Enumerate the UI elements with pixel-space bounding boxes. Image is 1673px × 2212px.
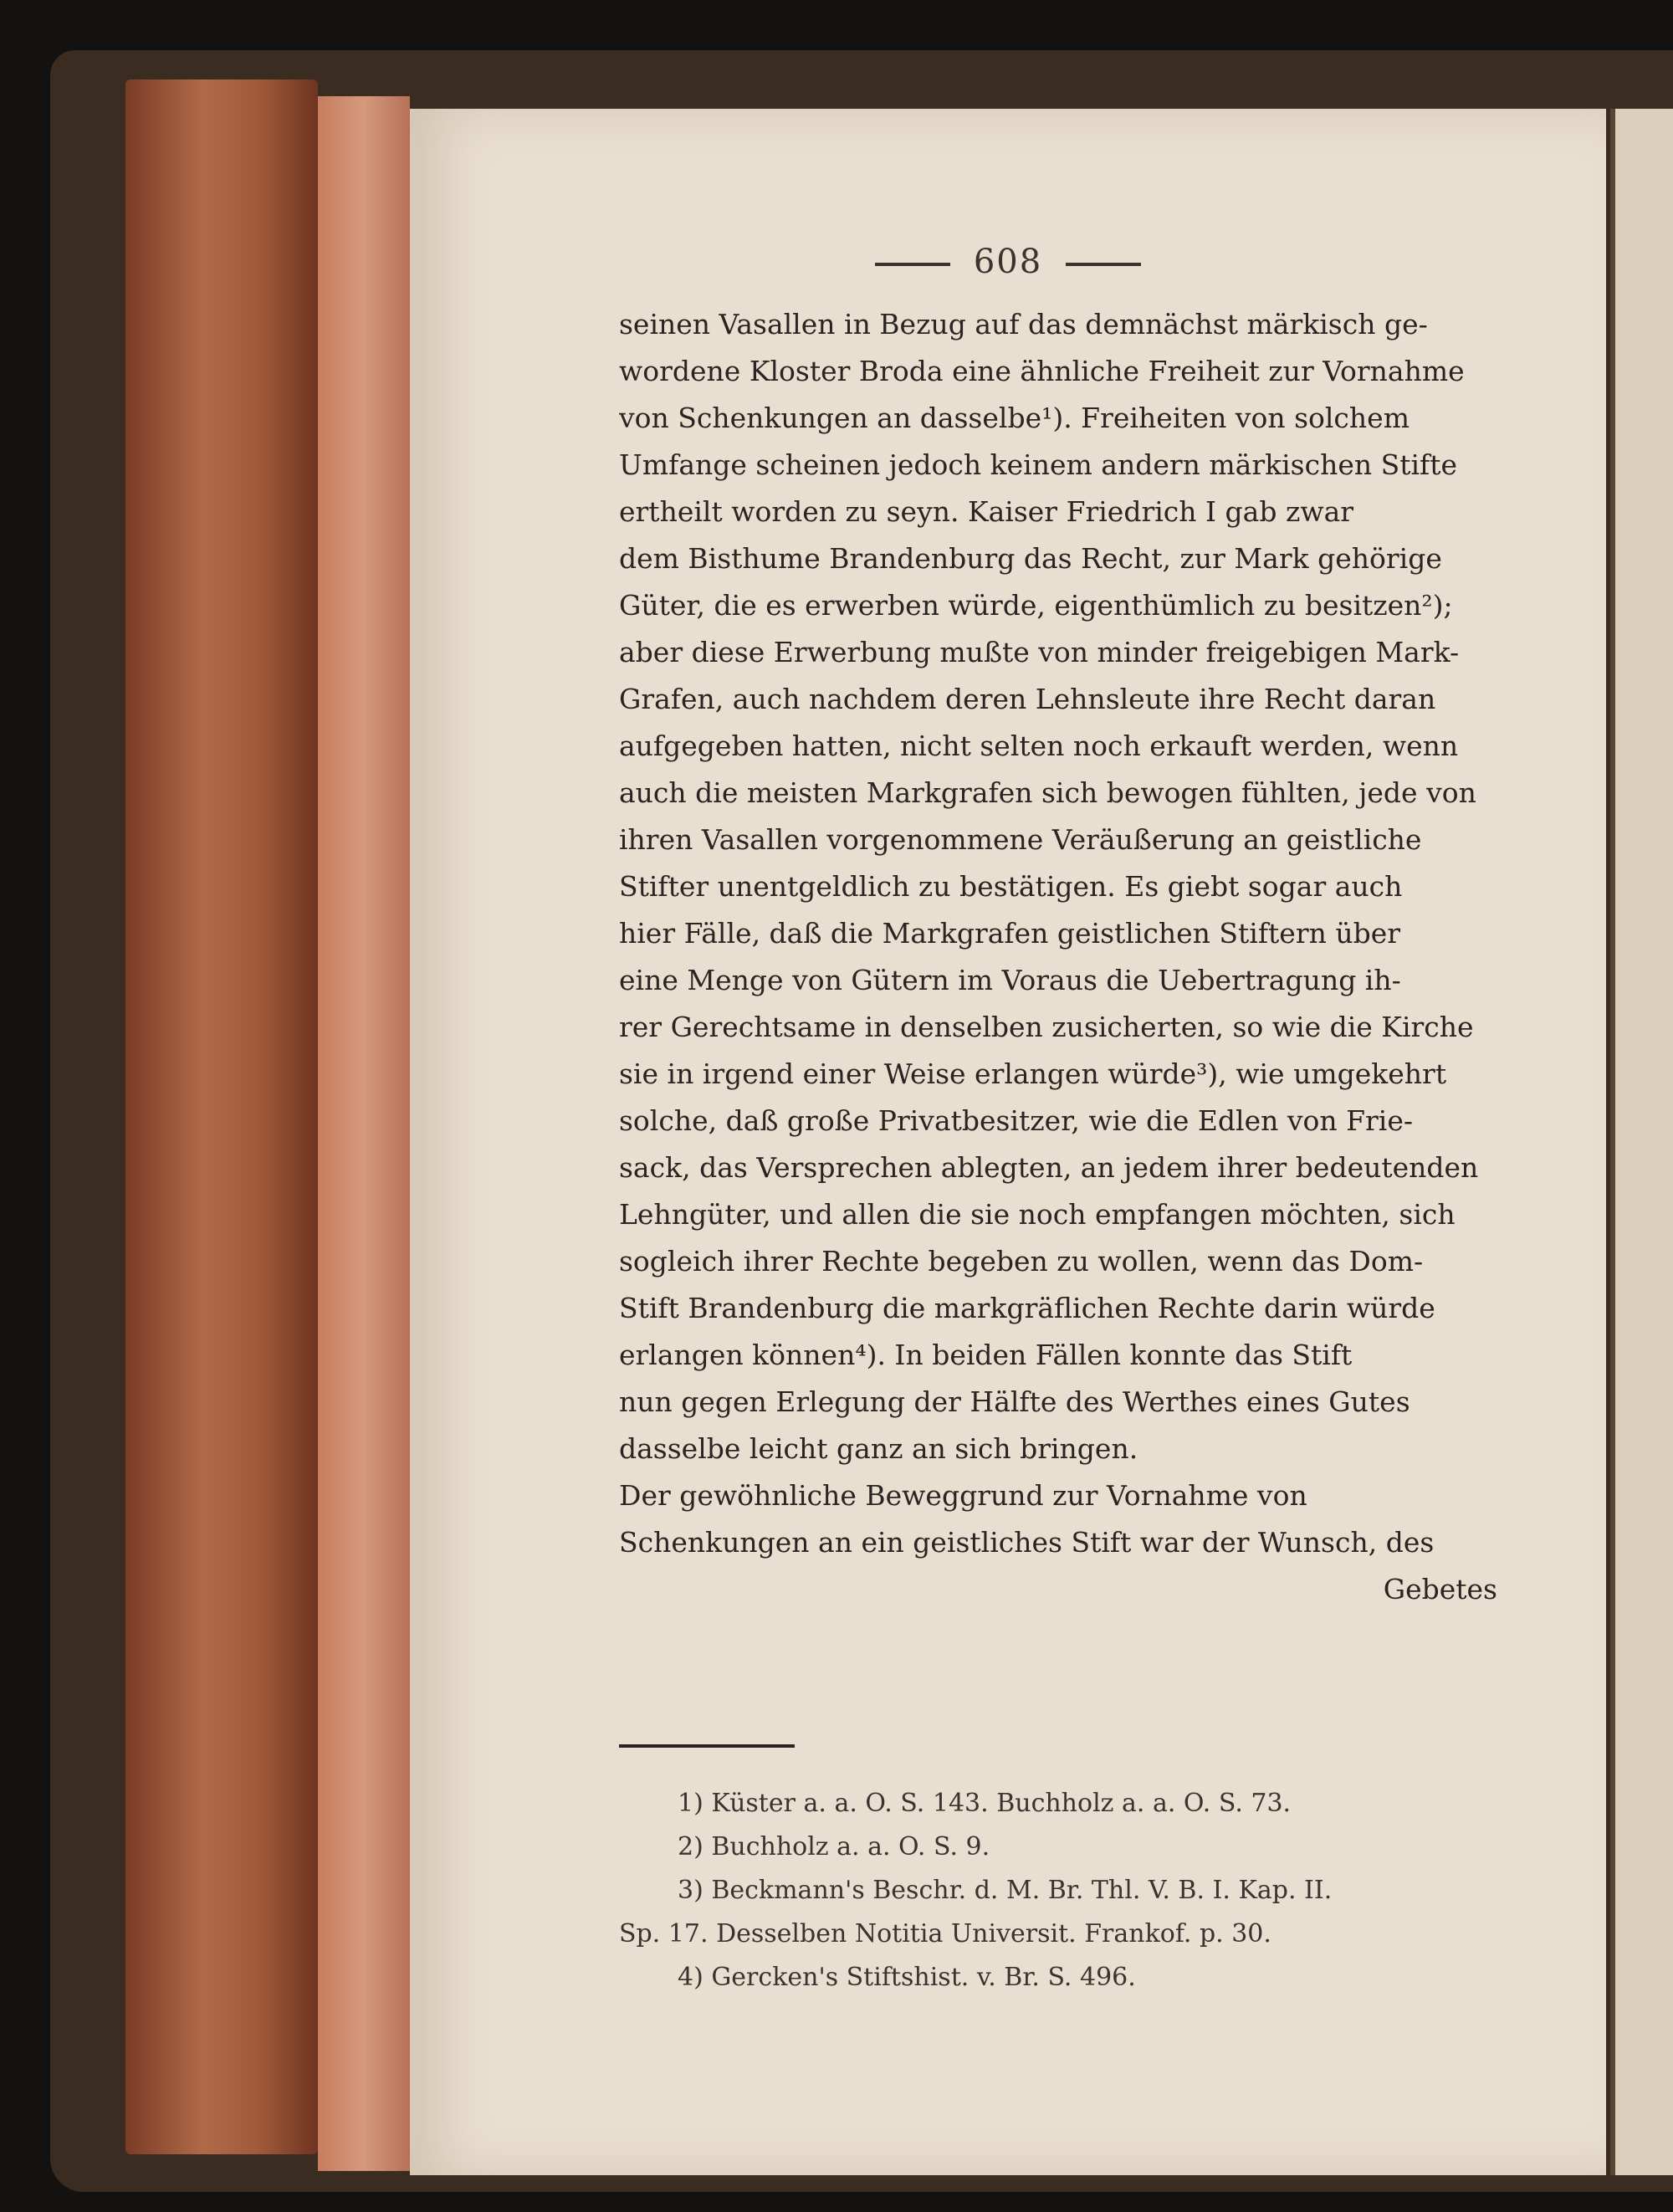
body-line: Güter, die es erwerben würde, eigenthümlich zu besitzen²);	[619, 589, 1453, 622]
catchword: Gebetes	[1383, 1573, 1497, 1605]
footnote-rule	[619, 1744, 795, 1748]
body-line: ihren Vasallen vorgenommene Veräußerung an geistliche	[619, 823, 1422, 856]
body-line: eine Menge von Gütern im Voraus die Uebertragung ih-	[619, 964, 1401, 996]
body-line: Grafen, auch nachdem deren Lehnsleute ihre Recht daran	[619, 683, 1436, 715]
book-page	[410, 109, 1606, 2175]
body-line: rer Gerechtsame in denselben zusicherten, so wie die Kirche	[619, 1011, 1474, 1043]
body-line: dasselbe leicht ganz an sich bringen.	[619, 1432, 1138, 1465]
body-line: Stifter unentgeldlich zu bestätigen. Es giebt sogar auch	[619, 870, 1403, 903]
body-line: Umfange scheinen jedoch keinem andern märkischen Stifte	[619, 448, 1458, 481]
footnote: 2) Buchholz a. a. O. S. 9.	[678, 1832, 990, 1861]
body-line: dem Bisthume Brandenburg das Recht, zur Mark gehörige	[619, 542, 1442, 575]
footnotes	[619, 1782, 1497, 2000]
body-line: Stift Brandenburg die markgräflichen Rechte darin würde	[619, 1292, 1435, 1324]
body-line: Der gewöhnliche Beweggrund zur Vornahme von	[619, 1479, 1307, 1512]
body-line: solche, daß große Privatbesitzer, wie die Edlen von Frie-	[619, 1104, 1414, 1137]
footnote: 4) Gercken's Stiftshist. v. Br. S. 496.	[678, 1963, 1136, 1992]
page-number: 608	[973, 243, 1043, 281]
body-line: aufgegeben hatten, nicht selten noch erkauft werden, wenn	[619, 730, 1459, 762]
footnote: 1) Küster a. a. O. S. 143. Buchholz a. a. O. S. 73.	[678, 1789, 1292, 1818]
body-line: sogleich ihrer Rechte begeben zu wollen, wenn das Dom-	[619, 1245, 1424, 1278]
body-line: erlangen können⁴). In beiden Fällen konnte das Stift	[619, 1339, 1353, 1371]
body-line: sie in irgend einer Weise erlangen würde³), wie umgekehrt	[619, 1057, 1447, 1090]
header-dash-left	[875, 263, 950, 266]
body-line: ertheilt worden zu seyn. Kaiser Friedrich I gab zwar	[619, 495, 1354, 528]
footnote-continuation: Sp. 17. Desselben Notitia Universit. Frankof. p. 30.	[619, 1919, 1271, 1948]
body-line: wordene Kloster Broda eine ähnliche Freiheit zur Vornahme	[619, 355, 1465, 387]
body-text	[619, 301, 1497, 1613]
body-line: sack, das Versprechen ablegten, an jedem ihrer bedeutenden	[619, 1151, 1479, 1184]
body-line: von Schenkungen an dasselbe¹). Freiheiten von solchem	[619, 402, 1410, 434]
page-header	[410, 243, 1606, 281]
body-line: Lehngüter, und allen die sie noch empfangen möchten, sich	[619, 1198, 1456, 1231]
body-line: hier Fälle, daß die Markgrafen geistlichen Stiftern über	[619, 917, 1401, 950]
footnote: 3) Beckmann's Beschr. d. M. Br. Thl. V. B. I. Kap. II.	[678, 1876, 1333, 1905]
body-line: seinen Vasallen in Bezug auf das demnächst märkisch ge-	[619, 308, 1428, 341]
body-line: nun gegen Erlegung der Hälfte des Werthes eines Gutes	[619, 1385, 1410, 1418]
header-dash-right	[1066, 263, 1141, 266]
body-line: auch die meisten Markgrafen sich bewogen fühlten, jede von	[619, 776, 1476, 809]
facing-page	[1610, 109, 1673, 2175]
body-line: Schenkungen an ein geistliches Stift war der Wunsch, des	[619, 1526, 1435, 1559]
book-page-edges	[125, 79, 318, 2154]
page-stack	[318, 96, 410, 2171]
body-line: aber diese Erwerbung mußte von minder freigebigen Mark-	[619, 636, 1460, 668]
